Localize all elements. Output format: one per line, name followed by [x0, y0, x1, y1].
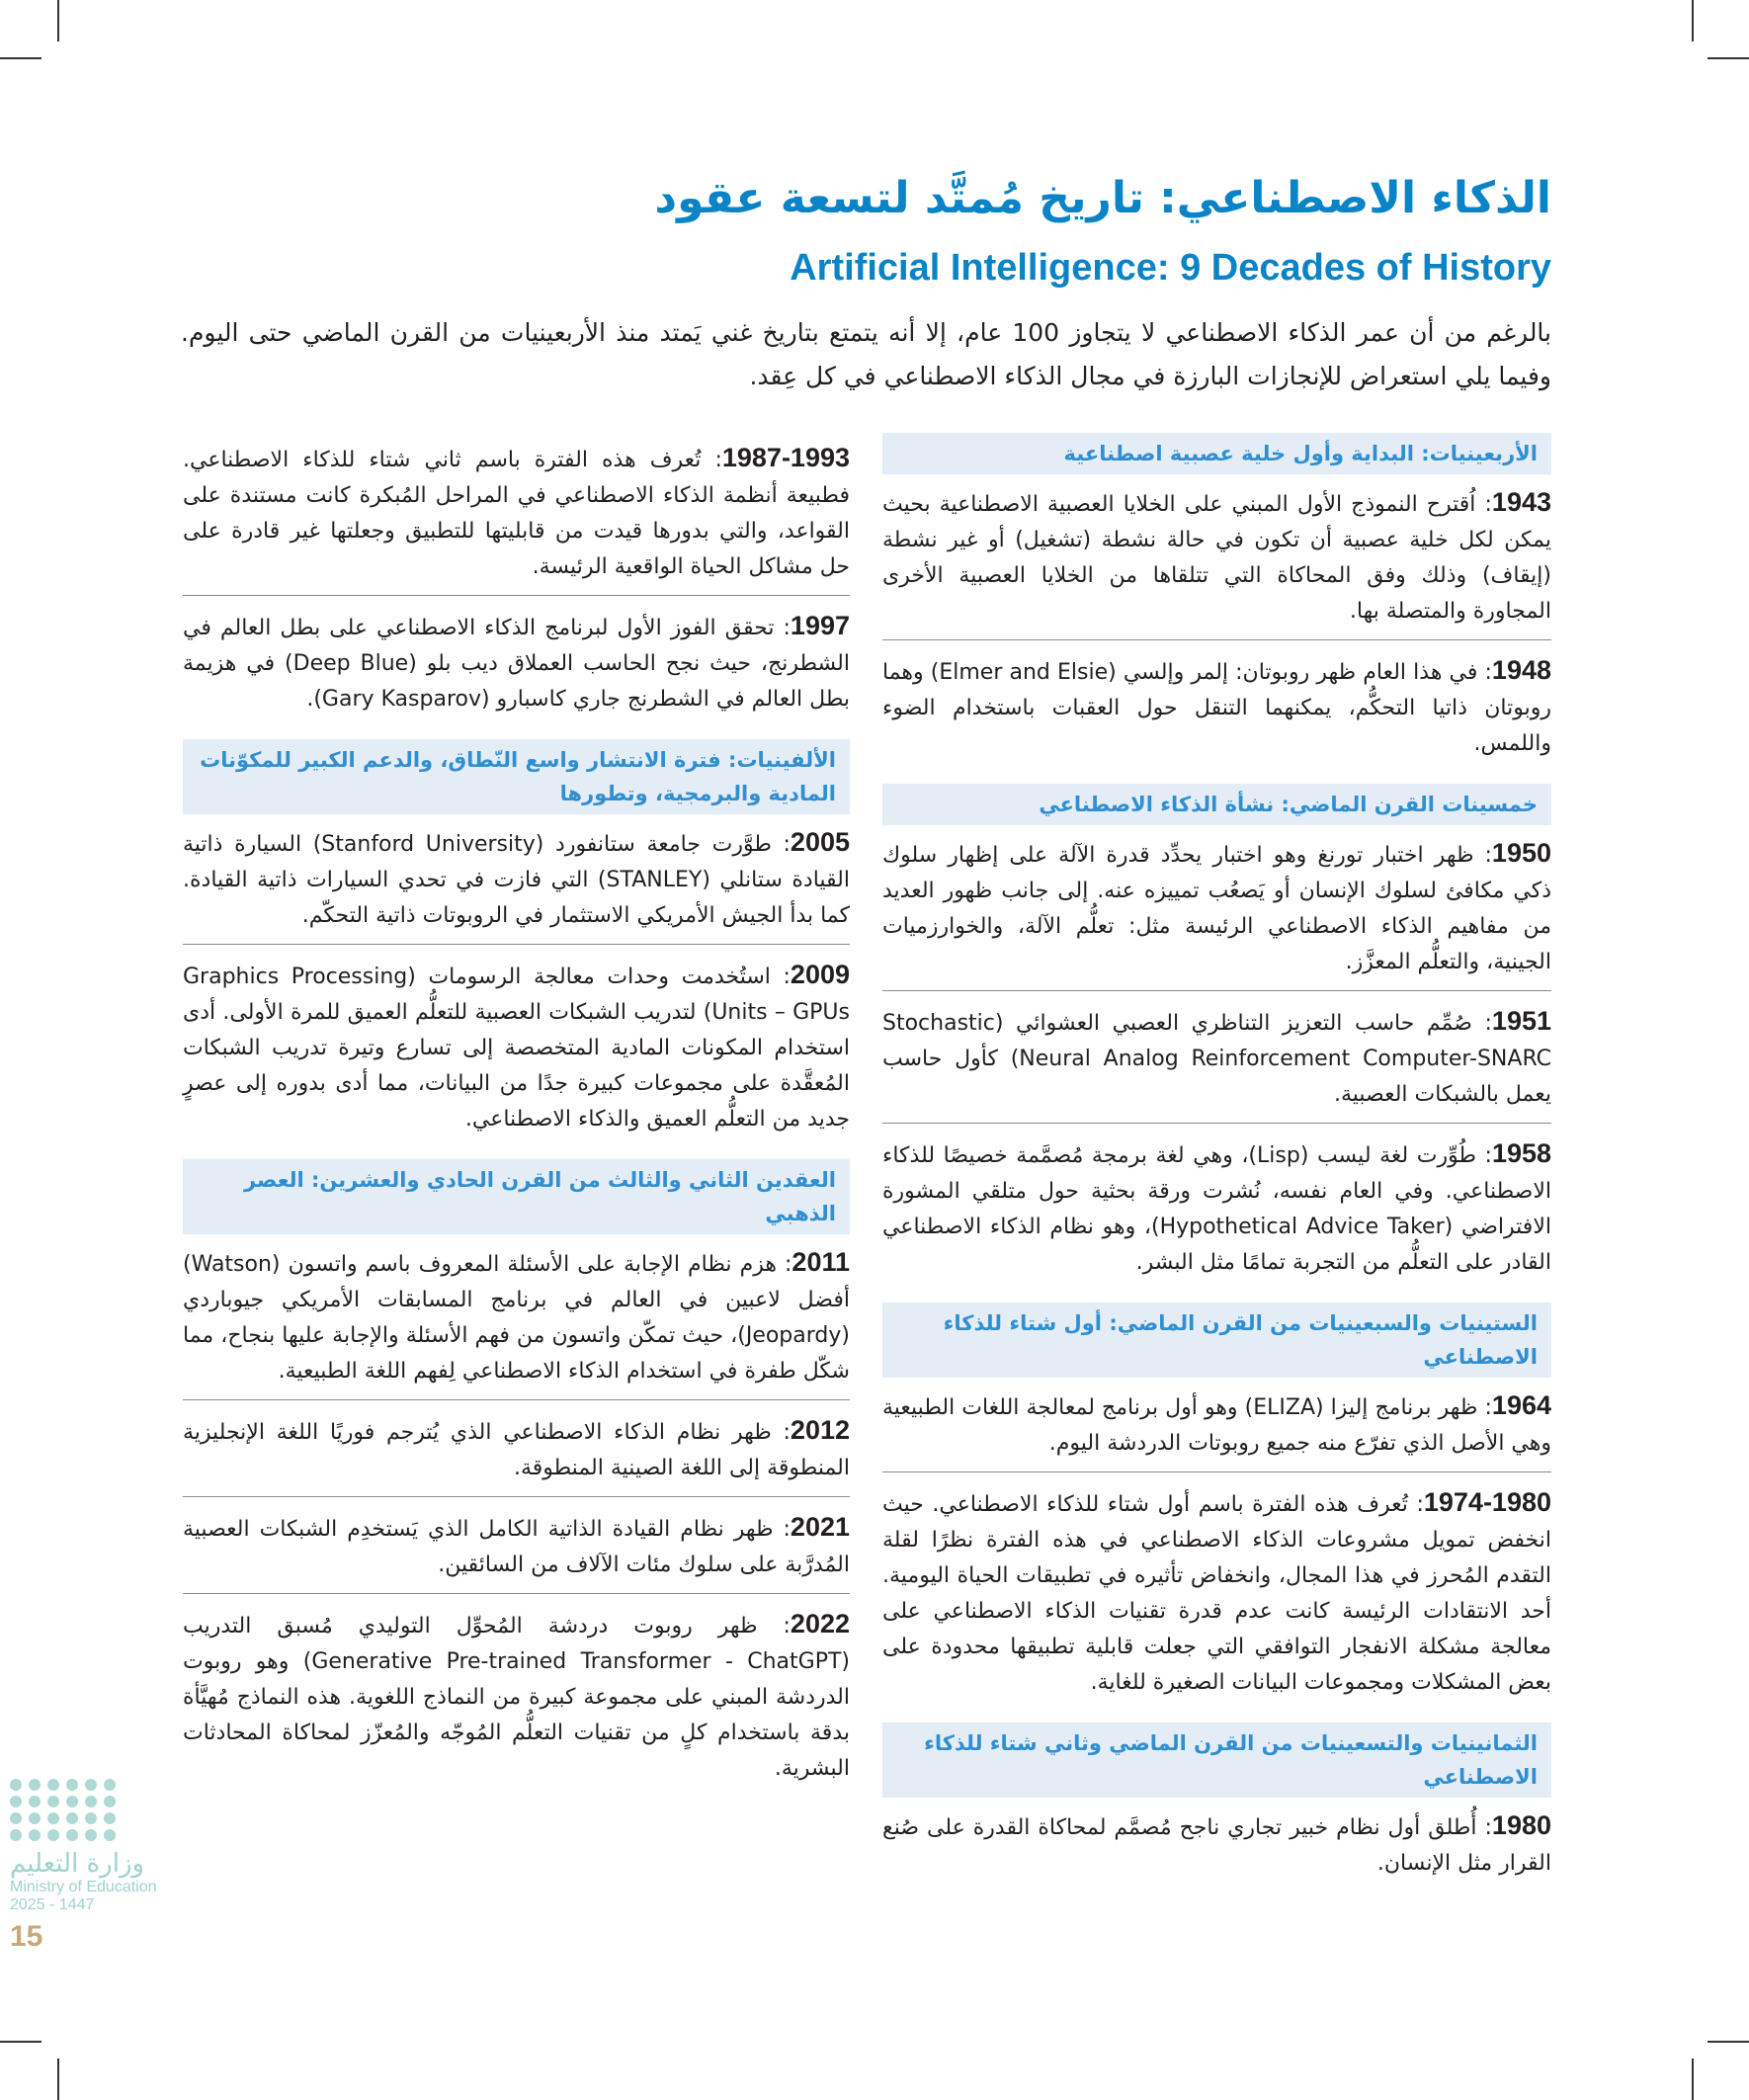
- entry-text: : تُعرف هذه الفترة باسم أول شتاء للذكاء الاصطناعي. حيث انخفض تمويل مشروعات الذكاء الاصطناعي في هذه الفترة نظرًا لقلة التقدم المُحرز في هذا المجال، وانخفاض تأثيره في تطبيقات الحياة اليومية. أحد الانتقادات الرئيسة كانت عدم قدرة تقنيات الذكاء الاصطناعي على معالجة مشكلة الانفجار التوافقي التي جعلت قابلية تطبيقها محدودة على بعض المشكلات ومجموعات البيانات الصغيرة للغاية.: [882, 1492, 1551, 1695]
- logo-dot: [29, 1829, 41, 1841]
- logo-dot: [29, 1779, 41, 1791]
- crop-mark: [57, 0, 59, 42]
- ministry-name-arabic: وزارة التعليم: [10, 1849, 145, 1879]
- section-heading: الستينيات والسبعينيات من القرن الماضي: أول شتاء للذكاء الاصطناعي: [882, 1302, 1551, 1378]
- intro-paragraph: بالرغم من أن عمر الذكاء الاصطناعي لا يتجاوز 100 عام، إلا أنه يتمتع بتاريخ غني يَمتد منذ الأربعينيات من القرن الماضي حتى اليوم. وفيما يلي استعراض للإنجازات البارزة في مجال الذكاء الاصطناعي في كل عِقد.: [181, 318, 1552, 390]
- entry-text: : هزم نظام الإجابة على الأسئلة المعروف باسم واتسون (Watson) أفضل لاعبين في العالم في برنامج المسابقات الأمريكي جيوباردي (Jeopardy)، حيث تمكّن واتسون من فهم الأسئلة والإجابة عليها بنجاح، مما شكّل طفرة في استخدام الذكاء الاصطناعي لِفهم اللغة الطبيعية.: [183, 1252, 850, 1384]
- logo-dot: [85, 1829, 97, 1841]
- entry-year: 1964: [1491, 1390, 1551, 1420]
- logo-dot: [10, 1796, 22, 1807]
- timeline-entry: [882, 1135, 1551, 1291]
- entry-text: : طُوِّرت لغة ليسب (Lisp)، وهي لغة برمجة مُصمَّمة خصيصًا للذكاء الاصطناعي. وفي العام نفسه، نُشرت ورقة بحثية حول متلقي المشورة الافتراضي (Hypothetical Advice Taker)، وهو نظام الذكاء الاصطناعي القادر على التعلُّم من التجربة تمامًا مثل البشر.: [882, 1143, 1551, 1275]
- logo-dot: [104, 1829, 116, 1841]
- entry-year: 1980: [1491, 1810, 1551, 1840]
- logo-dot: [104, 1812, 116, 1824]
- entry-text: : ظهر اختبار تورنغ وهو اختبار يحدِّد قدرة الآلة على إظهار سلوك ذكي مكافئ لسلوك الإنسان أو يَصعُب تمييزه عنه. إلى جانب ظهور العديد من مفاهيم الذكاء الاصطناعي الرئيسة مثل: تعلُّم الآلة، والخوارزميات الجينية، والتعلُّم المعزَّز.: [882, 843, 1551, 974]
- entry-year: 1958: [1491, 1138, 1552, 1168]
- ministry-logo: [10, 1779, 176, 1954]
- entry-text: : ظهر نظام القيادة الذاتية الكامل الذي يَستخدِم الشبكات العصبية المُدرَّبة على سلوك مئات الآلاف من السائقين.: [183, 1517, 850, 1577]
- logo-dot: [47, 1796, 59, 1807]
- section-heading: العقدين الثاني والثالث من القرن الحادي والعشرين: العصر الذهبي: [183, 1159, 850, 1234]
- entry-text: : طوَّرت جامعة ستانفورد (Stanford University) السيارة ذاتية القيادة ستانلي (STANLEY) التي فازت في تحدي السيارات ذاتية القيادة. كما بدأ الجيش الأمريكي الاستثمار في الروبوتات ذاتية التحكّم.: [183, 832, 850, 928]
- logo-dot: [10, 1829, 22, 1841]
- logo-dot: [10, 1779, 22, 1791]
- section-heading: خمسينات القرن الماضي: نشأة الذكاء الاصطناعي: [882, 784, 1551, 825]
- crop-mark: [1692, 0, 1694, 42]
- entry-text: : أُطلق أول نظام خبير تجاري ناجح مُصمَّم لمحاكاة القدرة على صُنع القرار مثل الإنسان.: [882, 1815, 1551, 1876]
- entry-text: : ظهر نظام الذكاء الاصطناعي الذي يُترجم فوريًا اللغة الإنجليزية المنطوقة إلى اللغة الصينية المنطوقة.: [183, 1420, 850, 1480]
- crop-mark: [1707, 2041, 1749, 2043]
- crop-mark: [0, 2041, 42, 2043]
- logo-dot: [104, 1796, 116, 1807]
- entry-text: : اُقترح النموذج الأول المبني على الخلايا العصبية الاصطناعية بحيث يمكن لكل خلية عصبية أن تكون في حالة نشطة (تشغيل) أو غير نشطة (إيقاف) وذلك وفق المحاكاة التي تتلقاها من الخلايا العصبية الأخرى المجاورة والمتصلة بها.: [882, 492, 1551, 624]
- timeline-entry: [882, 1807, 1551, 1891]
- timeline-entry: [183, 1412, 850, 1497]
- entry-year: 1943: [1491, 487, 1551, 517]
- logo-dot: [66, 1796, 78, 1807]
- entry-year: 2022: [790, 1609, 850, 1638]
- entry-year: 2021: [790, 1512, 850, 1542]
- section-heading: الأربعينيات: البداية وأول خلية عصبية اصطناعية: [882, 433, 1551, 474]
- entry-year: 1948: [1491, 655, 1551, 685]
- timeline-entry: [183, 957, 850, 1147]
- logo-dot: [66, 1812, 78, 1824]
- timeline-entry: [183, 1244, 850, 1400]
- logo-dot: [10, 1812, 22, 1824]
- entry-text: : تحقق الفوز الأول لبرنامج الذكاء الاصطناعي على بطل العالم في الشطرنج، حيث نجح الحاسب العملاق ديب بلو (Deep Blue) في هزيمة بطل العالم في الشطرنج جاري كاسبارو (Gary Kasparov).: [183, 616, 850, 712]
- edition-year: 2025 - 1447: [10, 1896, 95, 1913]
- timeline-entry: [882, 1003, 1551, 1124]
- entry-text: : صُمِّم حاسب التعزيز التناظري العصبي العشوائي (Stochastic Neural Analog Reinforcement Computer-SNARC) كأول حاسب يعمل بالشبكات العصبية.: [882, 1011, 1551, 1107]
- logo-dot: [29, 1796, 41, 1807]
- page-title-english: Artificial Intelligence: 9 Decades of History: [790, 247, 1551, 289]
- section-heading: الثمانينيات والتسعينيات من القرن الماضي وثاني شتاء للذكاء الاصطناعي: [882, 1722, 1551, 1798]
- timeline-entry: [882, 1387, 1551, 1472]
- entry-year: 1950: [1491, 838, 1551, 868]
- crop-mark: [1707, 57, 1749, 59]
- timeline-entry: [183, 824, 850, 945]
- timeline-entry: [183, 1606, 850, 1797]
- timeline-entry: [882, 484, 1551, 640]
- timeline-entry: [183, 440, 850, 596]
- section-heading: الألفينيات: فترة الانتشار واسع النّطاق، والدعم الكبير للمكوّنات المادية والبرمجية، وتطورها: [183, 739, 850, 814]
- entry-year: 2012: [790, 1415, 850, 1445]
- logo-dot: [66, 1829, 78, 1841]
- ministry-name-english: Ministry of Education: [10, 1879, 157, 1895]
- logo-dot: [66, 1779, 78, 1791]
- logo-dot: [47, 1779, 59, 1791]
- logo-dot: [85, 1812, 97, 1824]
- crop-mark: [0, 57, 42, 59]
- logo-dots-icon: [10, 1779, 176, 1841]
- timeline-entry: [882, 652, 1551, 772]
- right-column: [882, 433, 1551, 1903]
- timeline-entry: [183, 1509, 850, 1594]
- entry-year: 1997: [790, 611, 850, 640]
- entry-text: : استُخدمت وحدات معالجة الرسومات (Graphics Processing Units – GPUs) لتدريب الشبكات العصبية للتعلُّم العميق للمرة الأولى. أدى استخدام المكونات المادية المتخصصة إلى تسارع وتيرة تدريب الشبكات المُعقَّدة على مجموعات كبيرة جدًا من البيانات، مما أدى بدوره إلى عصرٍ جديد من التعلُّم العميق والذكاء الاصطناعي.: [183, 965, 850, 1132]
- crop-mark: [57, 2058, 59, 2100]
- page-number: 15: [10, 1920, 43, 1953]
- timeline-entry: [882, 1484, 1551, 1711]
- timeline-entry: [882, 835, 1551, 991]
- logo-dot: [47, 1829, 59, 1841]
- entry-year: 1974-1980: [1423, 1487, 1551, 1517]
- entry-year: 2005: [790, 827, 850, 857]
- logo-dot: [85, 1779, 97, 1791]
- timeline-entry: [183, 608, 850, 727]
- logo-dot: [104, 1779, 116, 1791]
- page-title-arabic: الذكاء الاصطناعي: تاريخ مُمتَّد لتسعة عقود: [654, 173, 1551, 223]
- crop-mark: [1692, 2058, 1694, 2100]
- logo-dot: [85, 1796, 97, 1807]
- logo-dot: [47, 1812, 59, 1824]
- left-column: [183, 440, 850, 1808]
- entry-year: 1951: [1491, 1006, 1551, 1036]
- entry-year: 1987-1993: [721, 443, 850, 472]
- entry-year: 2011: [791, 1247, 850, 1277]
- logo-dot: [29, 1812, 41, 1824]
- entry-text: : تُعرف هذه الفترة باسم ثاني شتاء للذكاء الاصطناعي. فطبيعة أنظمة الذكاء الاصطناعي في المراحل المُبكرة كانت مستندة على القواعد، والتي بدورها قيدت من قابليتها للتطبيق وجعلتها غير قادرة على حل مشاكل الحياة الواقعية الرئيسة.: [183, 448, 850, 579]
- entry-text: : ظهر برنامج إليزا (ELIZA) وهو أول برنامج لمعالجة اللغات الطبيعية وهي الأصل الذي تفرّع منه جميع روبوتات الدردشة اليوم.: [882, 1395, 1551, 1456]
- entry-text: : ظهر روبوت دردشة المُحوِّل التوليدي مُسبق التدريب (Generative Pre-trained Transformer - ChatGPT) وهو روبوت الدردشة المبني على مجموعة كبيرة من النماذج اللغوية. هذه النماذج مُهيَّأة بدقة باستخدام كلٍ من تقنيات التعلُّم المُوجّه والمُعزّز لمحاكاة المحادثات البشرية.: [183, 1614, 850, 1781]
- entry-year: 2009: [790, 960, 850, 989]
- entry-text: : في هذا العام ظهر روبوتان: إلمر وإلسي (Elmer and Elsie) وهما روبوتان ذاتيا التحكُّم، يمكنهما التنقل حول العقبات باستخدام الضوء واللمس.: [882, 660, 1551, 756]
